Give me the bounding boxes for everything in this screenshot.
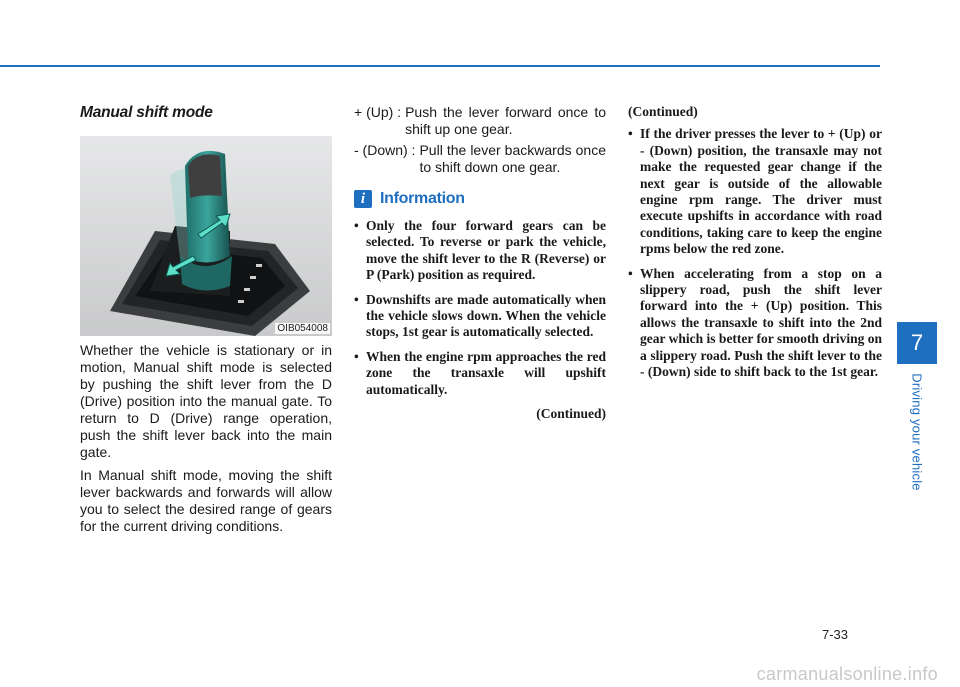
- list-item: • When the engine rpm approaches the red zone the transaxle will upshift automatically.: [354, 349, 606, 398]
- watermark: carmanualsonline.info: [756, 664, 938, 684]
- definition-key: + (Up) :: [354, 104, 402, 120]
- information-title: Information: [380, 190, 465, 207]
- shift-up-definition: [354, 104, 606, 138]
- definition-value: Pull the lever backwards once to shift down one gear.: [419, 142, 606, 175]
- top-rule: [0, 65, 880, 67]
- continued-label: (Continued): [536, 406, 606, 422]
- list-item: • Only the four forward gears can be selected. To reverse or park the vehicle, move the shift lever to the R (Reverse) or P (Park) position as required.: [354, 218, 606, 284]
- continued-label: (Continued): [628, 104, 698, 119]
- definition-value: Push the lever forward once to shift up one gear.: [405, 104, 606, 137]
- list-item: • When accelerating from a stop on a slippery road, push the shift lever forward into the + (Up) position. This allows the transaxle to shift into the 2nd gear which is better for smooth driving on a slippery road. Push the shift lever to the - (Down) side to shift back to the 1st gear.: [628, 266, 882, 381]
- paragraph: Whether the vehicle is stationary or in motion, Manual shift mode is selected by pushing the shift lever from the D (Drive) position into the manual gate. To return to D (Drive) range operation, push the shift lever back into the main gate.: [80, 342, 332, 460]
- chapter-tab[interactable]: 7: [897, 322, 937, 364]
- middle-column: [354, 104, 606, 422]
- paragraph: In Manual shift mode, moving the shift lever backwards and forwards will allow you to select the desired range of gears for the current driving conditions.: [80, 467, 332, 534]
- definition-key: - (Down) :: [354, 142, 416, 158]
- page-number: 7-33: [822, 627, 849, 642]
- info-icon: i: [354, 190, 372, 208]
- list-item: • If the driver presses the lever to + (Up) or - (Down) position, the transaxle may not make the requested gear change if the next gear is outside of the allowable engine rpm range. The driver must execute upshifts in accordance with road conditions, taking care to keep the engine rpms below the red zone.: [628, 126, 882, 257]
- left-column: [80, 104, 332, 541]
- figure-code: OIB054008: [277, 323, 328, 334]
- right-column: [628, 104, 882, 389]
- chapter-title: Driving your vehicle: [909, 373, 925, 491]
- information-list: [354, 218, 606, 398]
- shift-lever-figure: [80, 136, 332, 336]
- list-item: • Downshifts are made automatically when the vehicle slows down. When the vehicle stops, 1st gear is automatically selected.: [354, 292, 606, 341]
- information-list-continued: [628, 126, 882, 380]
- section-heading: Manual shift mode: [80, 104, 213, 121]
- information-header: [354, 190, 606, 208]
- shift-down-definition: [354, 142, 606, 176]
- shift-lever-illustration: [80, 136, 332, 336]
